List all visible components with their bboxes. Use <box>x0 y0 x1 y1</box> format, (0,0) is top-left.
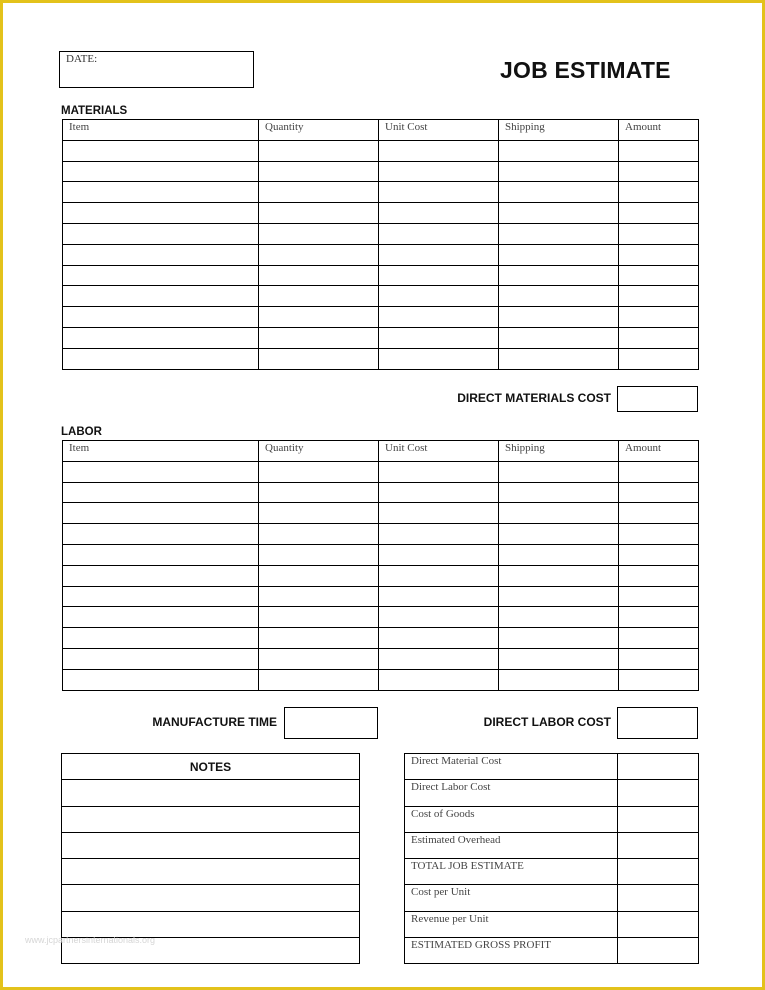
entry-cell[interactable] <box>259 244 379 265</box>
entry-cell[interactable] <box>379 182 499 203</box>
column-header-shipping: Shipping <box>499 120 619 141</box>
entry-cell[interactable] <box>619 161 699 182</box>
entry-cell[interactable] <box>259 544 379 565</box>
entry-cell[interactable] <box>259 669 379 690</box>
summary-row <box>405 806 699 832</box>
column-header-amount: Amount <box>619 441 699 462</box>
entry-cell[interactable] <box>63 140 259 161</box>
labor-row <box>63 565 699 586</box>
summary-value-cell[interactable] <box>618 806 699 832</box>
entry-cell[interactable] <box>379 648 499 669</box>
entry-cell[interactable] <box>499 565 619 586</box>
summary-value-cell[interactable] <box>618 938 699 964</box>
entry-cell[interactable] <box>379 544 499 565</box>
entry-cell[interactable] <box>63 524 259 545</box>
entry-cell[interactable] <box>499 461 619 482</box>
entry-cell[interactable] <box>499 223 619 244</box>
column-header-quantity: Quantity <box>259 441 379 462</box>
entry-cell[interactable] <box>63 182 259 203</box>
summary-row <box>405 885 699 911</box>
entry-cell[interactable] <box>63 565 259 586</box>
entry-cell[interactable] <box>63 628 259 649</box>
entry-cell[interactable] <box>63 223 259 244</box>
summary-label: Direct Material Cost <box>405 754 618 780</box>
form-title: JOB ESTIMATE <box>500 57 671 83</box>
entry-cell[interactable] <box>63 607 259 628</box>
entry-cell[interactable] <box>62 832 360 858</box>
column-header-item: Item <box>63 441 259 462</box>
entry-cell[interactable] <box>499 307 619 328</box>
column-header-unit-cost: Unit Cost <box>379 120 499 141</box>
column-header-amount: Amount <box>619 120 699 141</box>
entry-cell[interactable] <box>619 648 699 669</box>
entry-cell[interactable] <box>619 669 699 690</box>
entry-cell[interactable] <box>619 307 699 328</box>
entry-cell[interactable] <box>379 140 499 161</box>
summary-value-cell[interactable] <box>618 832 699 858</box>
materials-row <box>63 327 699 348</box>
summary-value-cell[interactable] <box>618 780 699 806</box>
entry-cell[interactable] <box>619 348 699 369</box>
labor-row <box>63 607 699 628</box>
entry-cell[interactable] <box>499 203 619 224</box>
summary-value-cell[interactable] <box>618 859 699 885</box>
entry-cell[interactable] <box>379 482 499 503</box>
entry-cell[interactable] <box>619 140 699 161</box>
entry-cell[interactable] <box>63 307 259 328</box>
entry-cell[interactable] <box>379 607 499 628</box>
notes-line <box>62 885 360 911</box>
materials-row <box>63 182 699 203</box>
materials-row <box>63 161 699 182</box>
entry-cell[interactable] <box>63 244 259 265</box>
entry-cell[interactable] <box>259 223 379 244</box>
entry-cell[interactable] <box>619 461 699 482</box>
date-field[interactable] <box>59 51 254 88</box>
materials-row <box>63 348 699 369</box>
labor-row <box>63 669 699 690</box>
materials-row <box>63 140 699 161</box>
direct-labor-cost-label: DIRECT LABOR COST <box>483 715 611 729</box>
entry-cell[interactable] <box>379 628 499 649</box>
entry-cell[interactable] <box>499 628 619 649</box>
materials-row <box>63 265 699 286</box>
summary-value-cell[interactable] <box>618 754 699 780</box>
entry-cell[interactable] <box>259 586 379 607</box>
column-header-quantity: Quantity <box>259 120 379 141</box>
entry-cell[interactable] <box>379 286 499 307</box>
entry-cell[interactable] <box>499 607 619 628</box>
summary-row <box>405 754 699 780</box>
manufacture-time-label: MANUFACTURE TIME <box>152 715 277 729</box>
entry-cell[interactable] <box>63 348 259 369</box>
watermark-text: www.jcpartnersinternationals.org <box>25 935 156 945</box>
notes-line <box>62 911 360 937</box>
summary-label: ESTIMATED GROSS PROFIT <box>405 938 618 964</box>
entry-cell[interactable] <box>379 348 499 369</box>
entry-cell[interactable] <box>63 669 259 690</box>
entry-cell[interactable] <box>63 503 259 524</box>
entry-cell[interactable] <box>259 461 379 482</box>
entry-cell[interactable] <box>379 524 499 545</box>
entry-cell[interactable] <box>379 503 499 524</box>
entry-cell[interactable] <box>259 503 379 524</box>
entry-cell[interactable] <box>63 482 259 503</box>
notes-line <box>62 859 360 885</box>
materials-row <box>63 203 699 224</box>
summary-label: Estimated Overhead <box>405 832 618 858</box>
notes-header-row <box>62 754 360 780</box>
entry-cell[interactable] <box>259 327 379 348</box>
entry-cell[interactable] <box>259 524 379 545</box>
labor-row <box>63 628 699 649</box>
notes-line <box>62 780 360 806</box>
entry-cell[interactable] <box>379 461 499 482</box>
entry-cell[interactable] <box>499 244 619 265</box>
entry-cell[interactable] <box>259 161 379 182</box>
summary-value-cell[interactable] <box>618 885 699 911</box>
entry-cell[interactable] <box>63 586 259 607</box>
entry-cell[interactable] <box>63 161 259 182</box>
entry-cell[interactable] <box>62 859 360 885</box>
entry-cell[interactable] <box>619 203 699 224</box>
entry-cell[interactable] <box>379 223 499 244</box>
entry-cell[interactable] <box>379 265 499 286</box>
column-header-item: Item <box>63 120 259 141</box>
summary-value-cell[interactable] <box>618 911 699 937</box>
entry-cell[interactable] <box>63 544 259 565</box>
entry-cell[interactable] <box>379 307 499 328</box>
entry-cell[interactable] <box>379 669 499 690</box>
entry-cell[interactable] <box>259 203 379 224</box>
column-header-shipping: Shipping <box>499 441 619 462</box>
entry-cell[interactable] <box>259 182 379 203</box>
entry-cell[interactable] <box>259 307 379 328</box>
direct-labor-cost-field[interactable] <box>617 707 698 739</box>
labor-row <box>63 482 699 503</box>
entry-cell[interactable] <box>259 348 379 369</box>
entry-cell[interactable] <box>259 628 379 649</box>
entry-cell[interactable] <box>63 327 259 348</box>
entry-cell[interactable] <box>499 161 619 182</box>
entry-cell[interactable] <box>619 244 699 265</box>
notes-line <box>62 832 360 858</box>
entry-cell[interactable] <box>499 182 619 203</box>
summary-label: Revenue per Unit <box>405 911 618 937</box>
entry-cell[interactable] <box>499 503 619 524</box>
notes-heading: NOTES <box>62 754 360 780</box>
entry-cell[interactable] <box>619 223 699 244</box>
materials-table <box>62 119 699 370</box>
entry-cell[interactable] <box>379 161 499 182</box>
entry-cell[interactable] <box>619 286 699 307</box>
entry-cell[interactable] <box>62 780 360 806</box>
entry-cell[interactable] <box>259 482 379 503</box>
entry-cell[interactable] <box>62 885 360 911</box>
entry-cell[interactable] <box>63 461 259 482</box>
labor-section-label: LABOR <box>61 426 102 438</box>
entry-cell[interactable] <box>63 265 259 286</box>
manufacture-time-field[interactable] <box>284 707 378 739</box>
entry-cell[interactable] <box>619 265 699 286</box>
materials-row <box>63 286 699 307</box>
entry-cell[interactable] <box>619 327 699 348</box>
labor-row <box>63 524 699 545</box>
column-header-unit-cost: Unit Cost <box>379 441 499 462</box>
entry-cell[interactable] <box>499 648 619 669</box>
entry-cell[interactable] <box>499 669 619 690</box>
summary-label: Direct Labor Cost <box>405 780 618 806</box>
direct-materials-cost-field[interactable] <box>617 386 698 412</box>
entry-cell[interactable] <box>63 203 259 224</box>
entry-cell[interactable] <box>379 327 499 348</box>
entry-cell[interactable] <box>499 140 619 161</box>
summary-label: TOTAL JOB ESTIMATE <box>405 859 618 885</box>
entry-cell[interactable] <box>499 265 619 286</box>
materials-row <box>63 223 699 244</box>
materials-row <box>63 244 699 265</box>
labor-row <box>63 648 699 669</box>
date-label: DATE: <box>66 53 98 65</box>
entry-cell[interactable] <box>499 524 619 545</box>
labor-table <box>62 440 699 691</box>
entry-cell[interactable] <box>619 544 699 565</box>
entry-cell[interactable] <box>499 586 619 607</box>
labor-row <box>63 503 699 524</box>
entry-cell[interactable] <box>619 182 699 203</box>
entry-cell[interactable] <box>259 648 379 669</box>
entry-cell[interactable] <box>259 607 379 628</box>
entry-cell[interactable] <box>379 586 499 607</box>
entry-cell[interactable] <box>619 565 699 586</box>
entry-cell[interactable] <box>62 806 360 832</box>
entry-cell[interactable] <box>619 607 699 628</box>
summary-row <box>405 859 699 885</box>
entry-cell[interactable] <box>63 648 259 669</box>
entry-cell[interactable] <box>499 286 619 307</box>
summary-row <box>405 832 699 858</box>
entry-cell[interactable] <box>259 286 379 307</box>
entry-cell[interactable] <box>499 348 619 369</box>
entry-cell[interactable] <box>619 586 699 607</box>
entry-cell[interactable] <box>619 628 699 649</box>
entry-cell[interactable] <box>379 203 499 224</box>
materials-header-row <box>63 120 699 141</box>
entry-cell[interactable] <box>259 265 379 286</box>
notes-table <box>61 753 360 964</box>
entry-cell[interactable] <box>379 565 499 586</box>
summary-label: Cost per Unit <box>405 885 618 911</box>
entry-cell[interactable] <box>619 503 699 524</box>
entry-cell[interactable] <box>62 911 360 937</box>
summary-row <box>405 911 699 937</box>
entry-cell[interactable] <box>619 482 699 503</box>
entry-cell[interactable] <box>259 140 379 161</box>
entry-cell[interactable] <box>499 482 619 503</box>
materials-section-label: MATERIALS <box>61 105 128 117</box>
entry-cell[interactable] <box>259 565 379 586</box>
summary-row <box>405 938 699 964</box>
notes-line <box>62 806 360 832</box>
labor-row <box>63 586 699 607</box>
entry-cell[interactable] <box>379 244 499 265</box>
estimate-summary-table <box>404 753 699 964</box>
summary-row <box>405 780 699 806</box>
labor-row <box>63 544 699 565</box>
summary-label: Cost of Goods <box>405 806 618 832</box>
entry-cell[interactable] <box>63 286 259 307</box>
labor-header-row <box>63 441 699 462</box>
entry-cell[interactable] <box>499 544 619 565</box>
direct-materials-cost-label: DIRECT MATERIALS COST <box>457 391 611 405</box>
labor-row <box>63 461 699 482</box>
materials-row <box>63 307 699 328</box>
entry-cell[interactable] <box>619 524 699 545</box>
entry-cell[interactable] <box>499 327 619 348</box>
